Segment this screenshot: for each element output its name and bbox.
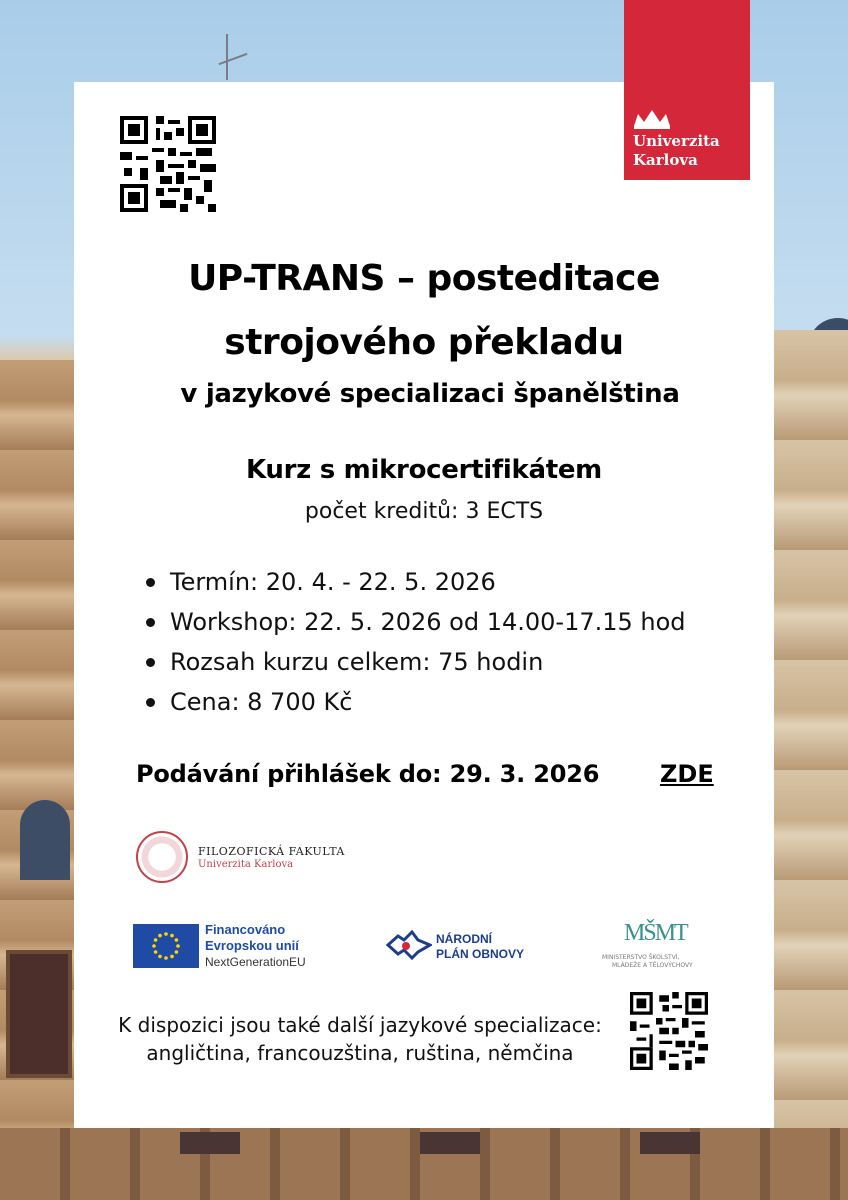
eu-funding-logo: [133, 922, 353, 972]
npo-line2: PLÁN OBNOVY: [436, 947, 525, 961]
msmt-line2: MLÁDEŽE A TĚLOVÝCHOVY: [612, 962, 693, 969]
qr-code-bottom[interactable]: [630, 992, 708, 1070]
eu-line2: Evropskou unií: [205, 938, 299, 953]
application-deadline: Podávání přihlášek do: 29. 3. 2026: [136, 760, 600, 788]
university-name-line2: Karlova: [633, 151, 698, 169]
msmt-mark-icon: MŠMT: [624, 920, 687, 946]
faculty-seal-icon: [136, 831, 188, 883]
window: [640, 1132, 700, 1154]
eu-line1: Financováno: [205, 922, 286, 937]
arched-window: [20, 800, 70, 880]
npo-mark-icon: [386, 928, 432, 962]
window: [420, 1132, 480, 1154]
course-facts-list: [146, 562, 686, 722]
window: [180, 1132, 240, 1154]
fact-term: Termín: 20. 4. - 22. 5. 2026: [146, 562, 686, 602]
crown-icon: [632, 108, 672, 130]
msmt-line1: MINISTERSTVO ŠKOLSTVÍ,: [602, 954, 680, 961]
window: [6, 950, 72, 1078]
other-specializations-line1: K dispozici jsou také další jazykové specializace:: [118, 1013, 602, 1037]
npo-logo: [386, 928, 536, 964]
title-line2: strojového překladu: [224, 322, 624, 363]
title-line3: v jazykové specializaci španělština: [180, 379, 680, 409]
other-specializations-line2: angličtina, francouzština, ruština, němčina: [146, 1041, 574, 1065]
title-line1: UP-TRANS – posteditace: [188, 258, 660, 299]
fact-scope: Rozsah kurzu celkem: 75 hodin: [146, 642, 686, 682]
faculty-university: Univerzita Karlova: [198, 859, 294, 870]
univerzita-karlova-logo: [624, 0, 750, 180]
qr-code-icon: [120, 116, 216, 212]
building-right: [770, 330, 848, 1200]
qr-code-icon: [630, 992, 708, 1070]
apply-link[interactable]: ZDE: [660, 760, 714, 788]
university-name-line1: Univerzita: [633, 132, 720, 150]
faculty-name: FILOZOFICKÁ FAKULTA: [198, 845, 345, 858]
fact-workshop: Workshop: 22. 5. 2026 od 14.00-17.15 hod: [146, 602, 686, 642]
eu-flag-icon: [133, 924, 199, 968]
eu-line3: NextGenerationEU: [205, 955, 306, 969]
course-type: Kurz s mikrocertifikátem: [246, 455, 602, 485]
course-credits: počet kreditů: 3 ECTS: [304, 499, 544, 524]
building-bottom: [0, 1128, 848, 1200]
fact-price: Cena: 8 700 Kč: [146, 682, 686, 722]
msmt-logo: [598, 920, 708, 970]
qr-code-top[interactable]: [120, 116, 216, 212]
faculty-logo: [136, 831, 376, 887]
npo-line1: NÁRODNÍ: [436, 932, 492, 946]
other-specializations: [100, 1011, 620, 1067]
building-left: [0, 360, 80, 1200]
weathervane: [226, 34, 268, 80]
